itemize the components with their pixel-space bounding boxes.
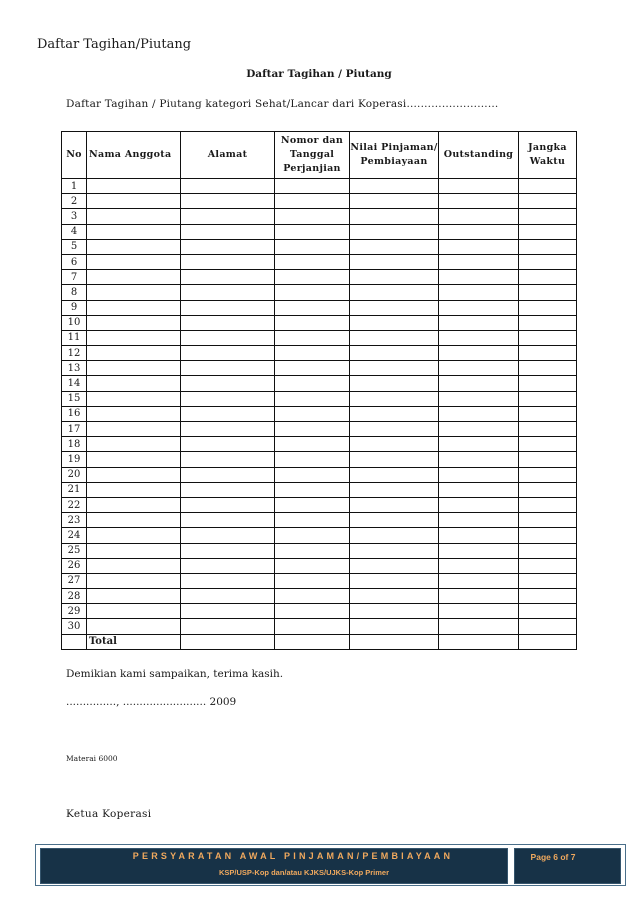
cell-nilai — [350, 224, 439, 239]
cell-nilai — [350, 285, 439, 300]
cell-outstanding — [439, 406, 519, 421]
cell-nama — [87, 224, 181, 239]
cell-outstanding — [439, 573, 519, 588]
cell-alamat — [181, 437, 275, 452]
cell-nomor — [275, 604, 350, 619]
cell-nilai — [350, 209, 439, 224]
cell-nomor — [275, 270, 350, 285]
cell-nilai — [350, 270, 439, 285]
cell-alamat — [181, 573, 275, 588]
table-row — [62, 619, 577, 634]
cell-nomor — [275, 346, 350, 361]
row-number: 10 — [62, 315, 87, 330]
table-row — [62, 406, 577, 421]
total-alamat-cell — [181, 634, 275, 649]
table-header-row — [62, 132, 577, 179]
total-nilai-cell — [350, 634, 439, 649]
table-row — [62, 422, 577, 437]
cell-jangka — [519, 361, 577, 376]
cell-nilai — [350, 528, 439, 543]
cell-outstanding — [439, 543, 519, 558]
cell-nama — [87, 497, 181, 512]
cell-nomor — [275, 361, 350, 376]
table-row — [62, 452, 577, 467]
cell-nomor — [275, 376, 350, 391]
cell-alamat — [181, 422, 275, 437]
table-row — [62, 330, 577, 345]
row-number: 11 — [62, 330, 87, 345]
table-row — [62, 194, 577, 209]
cell-nomor — [275, 573, 350, 588]
cell-jangka — [519, 346, 577, 361]
cell-nomor — [275, 543, 350, 558]
row-number: 3 — [62, 209, 87, 224]
cell-nomor — [275, 467, 350, 482]
cell-nomor — [275, 330, 350, 345]
cell-jangka — [519, 270, 577, 285]
cell-jangka — [519, 422, 577, 437]
cell-nomor — [275, 482, 350, 497]
cell-jangka — [519, 513, 577, 528]
row-number: 26 — [62, 558, 87, 573]
cell-jangka — [519, 619, 577, 634]
cell-alamat — [181, 482, 275, 497]
cell-jangka — [519, 194, 577, 209]
row-number: 5 — [62, 239, 87, 254]
table-row — [62, 376, 577, 391]
cell-jangka — [519, 604, 577, 619]
col-header-jangka-waktu: Jangka Waktu — [519, 132, 577, 179]
cell-outstanding — [439, 346, 519, 361]
cell-nomor — [275, 452, 350, 467]
table-row — [62, 224, 577, 239]
cell-alamat — [181, 467, 275, 482]
cell-nilai — [350, 330, 439, 345]
cell-nama — [87, 315, 181, 330]
document-title — [0, 68, 638, 80]
row-number: 22 — [62, 497, 87, 512]
cell-nama — [87, 209, 181, 224]
cell-jangka — [519, 209, 577, 224]
row-number: 16 — [62, 406, 87, 421]
cell-nilai — [350, 513, 439, 528]
cell-outstanding — [439, 361, 519, 376]
cell-outstanding — [439, 482, 519, 497]
cell-alamat — [181, 406, 275, 421]
cell-jangka — [519, 482, 577, 497]
table-row — [62, 513, 577, 528]
cell-nilai — [350, 604, 439, 619]
running-header: Daftar Tagihan/Piutang — [37, 37, 192, 52]
cell-alamat — [181, 346, 275, 361]
cell-outstanding — [439, 391, 519, 406]
cell-jangka — [519, 315, 577, 330]
table-row — [62, 239, 577, 254]
cell-nama — [87, 437, 181, 452]
cell-outstanding — [439, 300, 519, 315]
cell-outstanding — [439, 270, 519, 285]
table-row — [62, 270, 577, 285]
cell-outstanding — [439, 376, 519, 391]
cell-jangka — [519, 452, 577, 467]
table-row — [62, 497, 577, 512]
cell-outstanding — [439, 194, 519, 209]
cell-nama — [87, 194, 181, 209]
cell-alamat — [181, 558, 275, 573]
cell-jangka — [519, 285, 577, 300]
cell-nomor — [275, 406, 350, 421]
table-row — [62, 482, 577, 497]
cell-nama — [87, 406, 181, 421]
cell-outstanding — [439, 619, 519, 634]
cell-jangka — [519, 300, 577, 315]
table-row — [62, 254, 577, 269]
cell-outstanding — [439, 589, 519, 604]
cell-nomor — [275, 589, 350, 604]
row-number: 4 — [62, 224, 87, 239]
row-number: 25 — [62, 543, 87, 558]
page-number: Page 6 of 7 — [530, 852, 576, 862]
cell-nilai — [350, 437, 439, 452]
cell-alamat — [181, 604, 275, 619]
cell-nilai — [350, 239, 439, 254]
row-number: 29 — [62, 604, 87, 619]
cell-alamat — [181, 285, 275, 300]
cell-nama — [87, 361, 181, 376]
row-number: 28 — [62, 589, 87, 604]
col-header-no: No — [62, 132, 87, 179]
footer-title: PERSYARATAN AWAL PINJAMAN/PEMBIAYAAN — [132, 851, 454, 861]
table-row — [62, 558, 577, 573]
cell-outstanding — [439, 330, 519, 345]
cell-outstanding — [439, 513, 519, 528]
cell-outstanding — [439, 437, 519, 452]
table-row — [62, 543, 577, 558]
cell-jangka — [519, 254, 577, 269]
table-row — [62, 285, 577, 300]
table-row — [62, 573, 577, 588]
cell-alamat — [181, 330, 275, 345]
cell-alamat — [181, 376, 275, 391]
cell-outstanding — [439, 179, 519, 194]
row-number: 18 — [62, 437, 87, 452]
cell-nama — [87, 604, 181, 619]
cell-nomor — [275, 513, 350, 528]
signer-title: Ketua Koperasi — [66, 808, 152, 820]
row-number: 19 — [62, 452, 87, 467]
row-number: 20 — [62, 467, 87, 482]
closing-text: Demikian kami sampaikan, terima kasih. — [66, 668, 284, 680]
cell-alamat — [181, 239, 275, 254]
row-number: 15 — [62, 391, 87, 406]
cell-alamat — [181, 179, 275, 194]
cell-alamat — [181, 619, 275, 634]
table-row — [62, 300, 577, 315]
cell-nilai — [350, 179, 439, 194]
cell-nomor — [275, 300, 350, 315]
cell-nomor — [275, 528, 350, 543]
cell-alamat — [181, 452, 275, 467]
cell-alamat — [181, 391, 275, 406]
cell-alamat — [181, 497, 275, 512]
cell-jangka — [519, 376, 577, 391]
cell-alamat — [181, 300, 275, 315]
cell-nomor — [275, 179, 350, 194]
cell-nama — [87, 254, 181, 269]
document-subtitle: Daftar Tagihan / Piutang kategori Sehat/Lancar dari Koperasi.......................... — [66, 98, 499, 110]
row-number: 14 — [62, 376, 87, 391]
cell-nilai — [350, 558, 439, 573]
table-row — [62, 391, 577, 406]
cell-nama — [87, 300, 181, 315]
cell-nilai — [350, 300, 439, 315]
cell-outstanding — [439, 452, 519, 467]
cell-jangka — [519, 573, 577, 588]
table-row — [62, 467, 577, 482]
table-row — [62, 361, 577, 376]
cell-nilai — [350, 497, 439, 512]
table-row — [62, 437, 577, 452]
cell-nomor — [275, 209, 350, 224]
cell-nama — [87, 513, 181, 528]
cell-nomor — [275, 194, 350, 209]
cell-nama — [87, 179, 181, 194]
cell-outstanding — [439, 558, 519, 573]
cell-nilai — [350, 254, 439, 269]
cell-alamat — [181, 315, 275, 330]
row-number: 24 — [62, 528, 87, 543]
cell-nomor — [275, 239, 350, 254]
cell-jangka — [519, 179, 577, 194]
row-number: 27 — [62, 573, 87, 588]
cell-nama — [87, 330, 181, 345]
total-outstanding-cell — [439, 634, 519, 649]
cell-nomor — [275, 224, 350, 239]
table-row — [62, 528, 577, 543]
table-row — [62, 179, 577, 194]
col-header-nomor-tanggal: Nomor dan Tanggal Perjanjian — [275, 132, 350, 179]
cell-nomor — [275, 437, 350, 452]
cell-nama — [87, 285, 181, 300]
cell-alamat — [181, 543, 275, 558]
table-row — [62, 346, 577, 361]
cell-jangka — [519, 543, 577, 558]
cell-outstanding — [439, 254, 519, 269]
cell-nilai — [350, 422, 439, 437]
cell-nilai — [350, 391, 439, 406]
table-row — [62, 315, 577, 330]
cell-nomor — [275, 497, 350, 512]
cell-nilai — [350, 589, 439, 604]
cell-jangka — [519, 467, 577, 482]
row-number: 23 — [62, 513, 87, 528]
cell-nama — [87, 482, 181, 497]
cell-jangka — [519, 558, 577, 573]
cell-outstanding — [439, 467, 519, 482]
cell-nilai — [350, 619, 439, 634]
cell-nilai — [350, 376, 439, 391]
cell-nomor — [275, 315, 350, 330]
cell-nomor — [275, 254, 350, 269]
cell-jangka — [519, 437, 577, 452]
cell-alamat — [181, 270, 275, 285]
document-title-text: Daftar Tagihan / Piutang — [246, 68, 392, 80]
cell-nama — [87, 376, 181, 391]
cell-nilai — [350, 406, 439, 421]
cell-alamat — [181, 209, 275, 224]
cell-nilai — [350, 482, 439, 497]
row-number: 1 — [62, 179, 87, 194]
cell-outstanding — [439, 224, 519, 239]
cell-nomor — [275, 558, 350, 573]
cell-nama — [87, 543, 181, 558]
cell-outstanding — [439, 285, 519, 300]
total-no-cell — [62, 634, 87, 649]
row-number: 13 — [62, 361, 87, 376]
cell-nilai — [350, 452, 439, 467]
row-number: 7 — [62, 270, 87, 285]
cell-nama — [87, 467, 181, 482]
cell-jangka — [519, 391, 577, 406]
cell-nama — [87, 391, 181, 406]
cell-nomor — [275, 285, 350, 300]
table-row — [62, 589, 577, 604]
cell-nilai — [350, 543, 439, 558]
col-header-nama-anggota: Nama Anggota — [87, 132, 181, 179]
cell-jangka — [519, 224, 577, 239]
cell-outstanding — [439, 528, 519, 543]
cell-jangka — [519, 528, 577, 543]
row-number: 6 — [62, 254, 87, 269]
cell-nilai — [350, 346, 439, 361]
cell-nilai — [350, 315, 439, 330]
col-header-alamat: Alamat — [181, 132, 275, 179]
cell-outstanding — [439, 209, 519, 224]
cell-outstanding — [439, 422, 519, 437]
cell-nama — [87, 619, 181, 634]
cell-nomor — [275, 391, 350, 406]
table-row — [62, 209, 577, 224]
row-number: 21 — [62, 482, 87, 497]
cell-nama — [87, 589, 181, 604]
cell-alamat — [181, 528, 275, 543]
table-row — [62, 604, 577, 619]
cell-outstanding — [439, 239, 519, 254]
cell-nilai — [350, 573, 439, 588]
footer-subtitle: KSP/USP-Kop dan/atau KJKS/UJKS-Kop Primer — [218, 868, 390, 877]
col-header-nilai-pinjaman: Nilai Pinjaman/ Pembiayaan — [350, 132, 439, 179]
cell-alamat — [181, 254, 275, 269]
cell-jangka — [519, 589, 577, 604]
cell-nilai — [350, 194, 439, 209]
cell-outstanding — [439, 604, 519, 619]
materai-label: Materai 6000 — [66, 754, 118, 763]
cell-nomor — [275, 619, 350, 634]
row-number: 8 — [62, 285, 87, 300]
cell-alamat — [181, 194, 275, 209]
cell-nama — [87, 422, 181, 437]
cell-jangka — [519, 330, 577, 345]
total-label: Total — [87, 634, 181, 649]
col-header-outstanding: Outstanding — [439, 132, 519, 179]
cell-outstanding — [439, 315, 519, 330]
row-number: 17 — [62, 422, 87, 437]
cell-nama — [87, 270, 181, 285]
total-jangka-cell — [519, 634, 577, 649]
cell-jangka — [519, 239, 577, 254]
cell-nama — [87, 239, 181, 254]
cell-nama — [87, 573, 181, 588]
cell-outstanding — [439, 497, 519, 512]
total-nomor-cell — [275, 634, 350, 649]
row-number: 2 — [62, 194, 87, 209]
cell-nama — [87, 346, 181, 361]
cell-jangka — [519, 406, 577, 421]
cell-alamat — [181, 589, 275, 604]
cell-alamat — [181, 513, 275, 528]
receivables-table — [61, 131, 577, 650]
cell-nama — [87, 528, 181, 543]
table-total-row — [62, 634, 577, 649]
cell-jangka — [519, 497, 577, 512]
cell-alamat — [181, 224, 275, 239]
date-line: ..............., ......................... 2009 — [66, 696, 237, 708]
cell-nomor — [275, 422, 350, 437]
cell-nilai — [350, 361, 439, 376]
cell-nilai — [350, 467, 439, 482]
row-number: 30 — [62, 619, 87, 634]
row-number: 9 — [62, 300, 87, 315]
cell-alamat — [181, 361, 275, 376]
cell-nama — [87, 558, 181, 573]
cell-nama — [87, 452, 181, 467]
row-number: 12 — [62, 346, 87, 361]
